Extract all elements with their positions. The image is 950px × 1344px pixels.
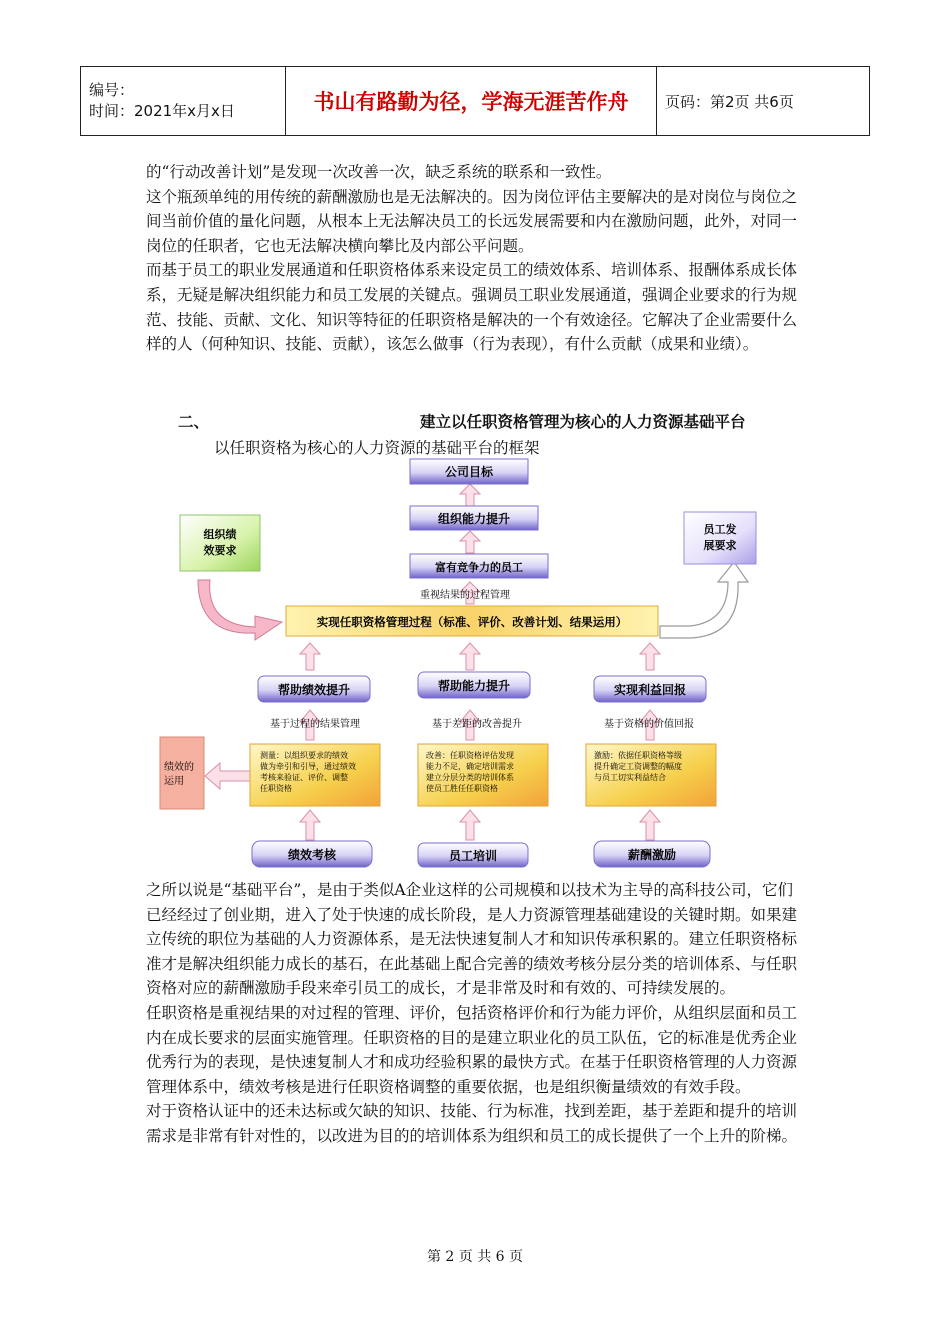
paragraph: 的“行动改善计划”是发现一次改善一次，缺乏系统的联系和一致性。: [146, 163, 612, 181]
arrow-up-icon: [460, 531, 480, 553]
left-curved-arrow-icon: [198, 580, 282, 640]
org-perf-req-box: [180, 515, 260, 571]
competitive-staff-label: 富有竞争力的员工: [435, 561, 523, 574]
salary-incentive-label: 薪酬激励: [627, 848, 677, 862]
body-text-bottom: [146, 878, 808, 1149]
org-capability-label: 组织能力提升: [437, 512, 511, 526]
perf-usage-box: [160, 737, 204, 809]
org-perf-req-label: 组织绩效要求: [203, 528, 237, 557]
staff-training-label: 员工培训: [448, 849, 498, 863]
arrow-up-icon: [300, 643, 320, 670]
note-process-result: 基于过程的结果管理: [270, 719, 360, 730]
arrow-up-icon: [460, 484, 480, 506]
note-value-return: 基于资格的价值回报: [604, 719, 694, 730]
help-capability-label: 帮助能力提升: [437, 679, 511, 693]
section-number: 二、: [178, 412, 210, 431]
company-goal-label: 公司目标: [444, 465, 494, 479]
result-process-note: 重视结果的过程管理: [420, 590, 510, 601]
page-footer: 第 2 页 共 6 页: [426, 1249, 524, 1265]
paragraph: 这个瓶颈单纯的用传统的薪酬激励也是无法解决的。因为岗位评估主要解决的是对岗位与岗位之间当前价值的量化问题，从根本上无法解决员工的长远发展需要和内在激励问题，此外，对同一岗位的任职者，它也无法解决横向攀比及内部公平问题。: [146, 187, 798, 255]
perf-appraisal-label: 绩效考核: [287, 848, 337, 862]
incentive-text: 激励：依据任职资格等级提升确定工资调整的幅度与员工切实利益结合: [594, 751, 682, 782]
right-curved-arrow-icon: [660, 562, 748, 638]
staff-dev-req-box: [684, 512, 756, 564]
arrow-up-icon: [640, 643, 660, 670]
document-number-label: 编号：: [89, 81, 135, 99]
arrow-up-icon: [640, 810, 660, 840]
note-gap-improve: 基于差距的改善提升: [432, 719, 522, 730]
header-motto: 书山有路勤为径，学海无涯苦作舟: [286, 67, 657, 136]
core-process-label: 实现任职资格管理过程（标准、评价、改善计划、结果运用）: [316, 615, 628, 629]
arrow-up-icon: [460, 643, 480, 670]
paragraph: 而基于员工的职业发展通道和任职资格体系来设定员工的绩效体系、培训体系、报酬体系成长体系，无疑是解决组织能力和员工发展的关键点。强调员工职业发展通道，强调企业要求的行为规范、技能、贡献、文化、知识等特征的任职资格是解决的一个有效途径。它解决了企业需要什么样的人（何种知识、技能、贡献），该怎么做事（行为表现），有什么贡献（成果和业绩）。: [146, 261, 798, 354]
document-time: 时间：2021年x月x日: [89, 102, 235, 120]
paragraph: 任职资格是重视结果的对过程的管理、评价，包括资格评价和行为能力评价，从组织层面和员工内在成长要求的层面实施管理。任职资格的目的是建立职业化的员工队伍，它的标准是优秀企业优秀行为的表现，是快速复制人才和成功经验积累的最快方式。在基于任职资格管理的人力资源管理体系中，绩效考核是进行任职资格调整的重要依据，也是组织衡量绩效的有效手段。: [146, 1003, 798, 1096]
help-performance-label: 帮助绩效提升: [277, 683, 351, 697]
arrow-up-icon: [300, 810, 320, 840]
section-title: 建立以任职资格管理为核心的人力资源基础平台: [420, 412, 746, 431]
perf-usage-label: 绩效的运用: [164, 762, 194, 787]
realize-benefit-label: 实现利益回报: [613, 683, 687, 697]
arrow-left-icon: [205, 763, 250, 789]
paragraph: 之所以说是“基础平台”，是由于类似A企业这样的公司规模和以技术为主导的高科技公司，它们已经经过了创业期，进入了处于快速的成长阶段，是人力资源管理基础建设的关键时期。如果建立传统的职位为基础的人力资源体系，是无法快速复制人才和知识传承积累的。建立任职资格标准才是解决组织能力成长的基石，在此基础上配合完善的绩效考核分层分类的培训体系、与任职资格对应的薪酬激励手段来牵引员工的成长，才是非常及时和有效的、可持续发展的。: [146, 881, 798, 998]
improve-text: 改善：任职资格评估发现能力不足，确定培训需求建立分层分类的培训体系使员工胜任任职资格: [426, 751, 514, 793]
header-page-info: 页码：第2页 共6页: [657, 67, 870, 136]
staff-dev-req-label: 员工发展要求: [703, 523, 737, 552]
paragraph: 对于资格认证中的还未达标或欠缺的知识、技能、行为标准，找到差距，基于差距和提升的培训需求是非常有针对性的，以改进为目的的培训体系为组织和员工的成长提供了一个上升的阶梯。: [146, 1102, 798, 1145]
diagram-caption: 以任职资格为核心的人力资源的基础平台的框架: [214, 439, 540, 457]
arrow-up-icon: [460, 810, 480, 840]
measure-text: 测量：以组织要求的绩效做为牵引和引导，通过绩效考核来验证、评价、调整任职资格: [260, 751, 356, 793]
